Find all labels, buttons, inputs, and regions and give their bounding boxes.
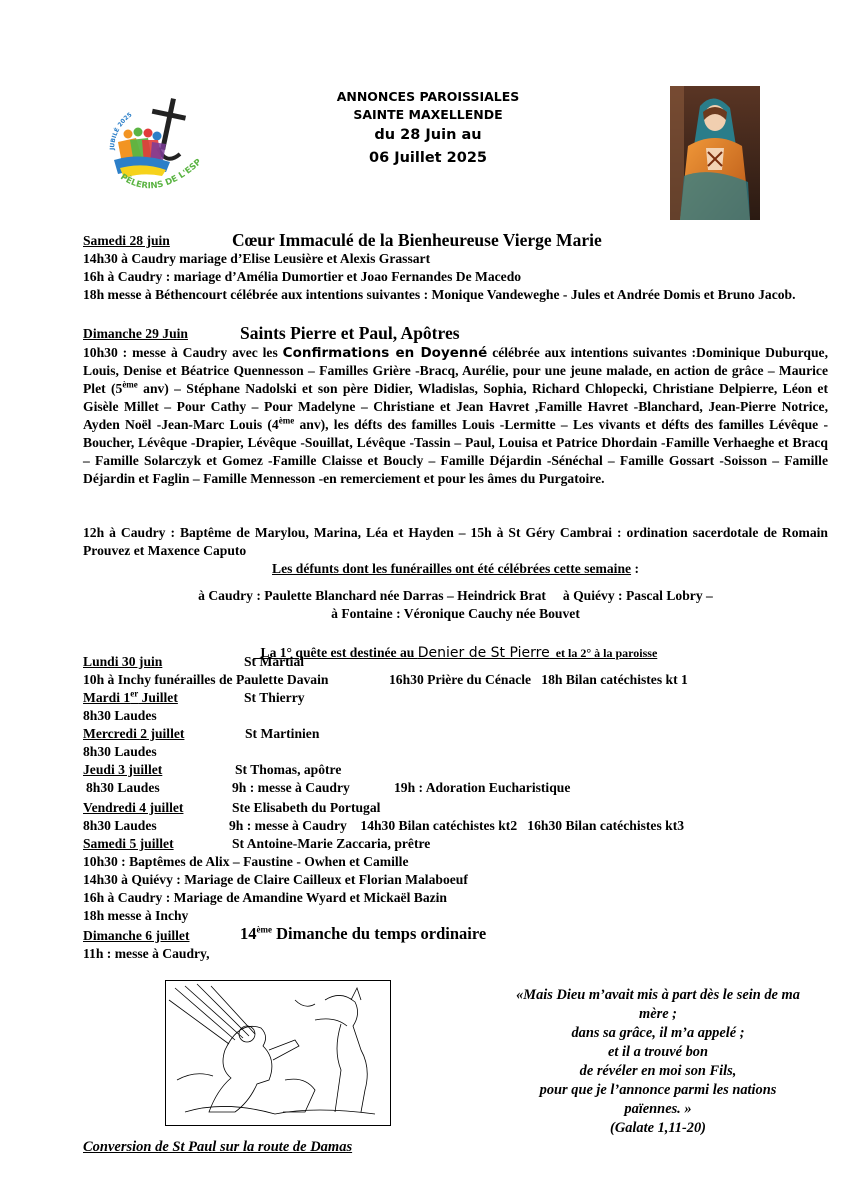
monday-funerals: 10h à Inchy funérailles de Paulette Davain	[83, 672, 329, 687]
funerals-heading	[83, 560, 828, 578]
sunday-29-feast: Saints Pierre et Paul, Apôtres	[240, 323, 460, 343]
friday-saint: Ste Elisabeth du Portugal	[232, 800, 381, 815]
quote-line-7: païennes. »	[624, 1101, 692, 1117]
sunday-29-heading-row	[83, 323, 460, 343]
saturday-28-line-2: 16h à Caudry : mariage d’Amélia Dumortier et Joao Fernandes De Macedo	[83, 269, 522, 284]
sunday-29-intentions	[83, 344, 828, 488]
quete-line	[83, 626, 828, 662]
confirmations-text: Confirmations en Doyenné	[282, 345, 488, 361]
quote-line-1: «Mais Dieu m’avait mis à part dès le sein de ma	[516, 987, 800, 1003]
virgin-mary-statue-image	[670, 86, 760, 220]
sunday-intentions-part-e: anv), les défts des familles Louis -Lermitte – Les vivants et défts des familles Lévêque -Boucher, Lévêque -Drapier, Lévêque -Souillat, Lévêque -Tassin – Paul, Louisa et Patrice Dhordain -Famille Verhaeghe et Bracq – Famille Solarczyk et Gomez -Famille Claisse et Boucly – Famille Déjardin -Sénéchal – Famille Gossart -Soisson – Famille Déjardin et Faglin – Famille Mennesson -en remerciement et pour les âmes du Purgatoire.	[83, 417, 829, 486]
sup-4eme: ème	[278, 415, 295, 426]
monday-cenacle: 16h30 Prière du Cénacle 18h Bilan catéchistes kt 1	[389, 672, 688, 687]
funerals-line-2: à Fontaine : Véronique Cauchy née Bouvet	[331, 606, 580, 621]
scripture-quote	[478, 986, 838, 1138]
friday-row	[83, 799, 381, 817]
monday-saint: St Martial	[244, 654, 305, 669]
title-line-1: ANNONCES PAROISSIALES	[336, 89, 520, 104]
logo-bottom-text: PÈLERINS DE L'ESP	[118, 157, 204, 192]
saturday-28-line-1: 14h30 à Caudry mariage d’Elise Leusière et Alexis Grassart	[83, 251, 431, 266]
saturday-5-line-1: 10h30 : Baptêmes de Alix – Faustine - Owhen et Camille	[83, 854, 409, 869]
date-line-1: du 28 Juin au	[374, 127, 482, 143]
saturday-5-line-4: 18h messe à Inchy	[83, 908, 189, 923]
tuesday-line-1: 8h30 Laudes	[83, 708, 157, 723]
tuesday-saint: St Thierry	[244, 690, 305, 705]
sunday-intentions-part-c: célébrée aux intentions suivantes :Dominique Duburque, Louis, Denise et Béatrice Quennesson – Familles Grière -Bracq, Aurélie, pour une jeune malade, en action de grâce – Maurice Plet (5	[83, 345, 828, 396]
tuesday-row	[83, 688, 305, 707]
sunday-6-date: Dimanche 6 juillet	[83, 928, 190, 943]
quote-line-6: pour que je l’annonce parmi les nations	[539, 1082, 777, 1098]
sunday-intentions-part-d: anv) – Stéphane Nadolski et son père Didier, Wladislas, Sophia, Richard Chlopecki, Christiane Delpierre, Léon et Gisèle Millet – Pour Cathy – Pour Madelyne – Christiane et Jean Havret ,Famille Havret -Blanchard, Jean-Pierre Notrice, Ayden Noël -Jean-Marc Louis (4	[83, 381, 828, 432]
saturday-5-line-3: 16h à Caudry : Mariage de Amandine Wyard et Mickaël Bazin	[83, 890, 447, 905]
thursday-row	[83, 761, 342, 779]
quete-part-a: La 1° quête est destinée au	[260, 645, 418, 660]
thursday-saint: St Thomas, apôtre	[235, 762, 342, 777]
quote-line-5: de révéler en moi son Fils,	[579, 1063, 737, 1079]
saturday-5-row	[83, 835, 431, 853]
wednesday-row	[83, 725, 320, 743]
saturday-5-saint: St Antoine-Marie Zaccaria, prêtre	[232, 836, 431, 851]
sunday-6-line-1: 11h : messe à Caudry,	[83, 946, 210, 961]
saturday-28-line-3: 18h messe à Béthencourt célébrée aux intentions suivantes : Monique Vandeweghe - Jules et Andrée Domis et Bruno Jacob.	[83, 287, 796, 302]
logo-arc-text: JUBILÉ 2025	[108, 111, 134, 151]
funerals-heading-colon: :	[631, 561, 639, 576]
thursday-adoration: 19h : Adoration Eucharistique	[394, 780, 571, 795]
monday-date: Lundi 30 juin	[83, 654, 163, 669]
title-line-2: SAINTE MAXELLENDE	[353, 107, 503, 122]
sunday-6-feast: 14ème Dimanche du temps ordinaire	[240, 924, 487, 943]
friday-mass: 9h : messe à Caudry 14h30 Bilan catéchistes kt2 16h30 Bilan catéchistes kt3	[229, 818, 685, 833]
saturday-28-feast: Cœur Immaculé de la Bienheureuse Vierge Marie	[232, 230, 602, 250]
funerals-line-1: à Caudry : Paulette Blanchard née Darras – Heindrick Brat à Quiévy : Pascal Lobry –	[198, 588, 713, 603]
quote-reference: (Galate 1,11-20)	[610, 1120, 706, 1136]
denier-st-pierre: Denier de St Pierre	[417, 645, 550, 661]
friday-laudes: 8h30 Laudes	[83, 818, 157, 833]
sunday-intentions-part-a: 10h30 : messe à Caudry avec les	[83, 345, 283, 360]
quete-part-c: et la 2° à la paroisse	[549, 646, 658, 660]
wednesday-saint: St Martinien	[245, 726, 320, 741]
saturday-5-line-2: 14h30 à Quiévy : Mariage de Claire Cailleux et Florian Malaboeuf	[83, 872, 468, 887]
saturday-28-heading-row	[83, 230, 602, 250]
tuesday-date: Mardi 1er Juillet	[83, 688, 178, 705]
header	[300, 88, 556, 170]
sunday-6-row	[83, 924, 487, 945]
friday-line-1	[83, 817, 685, 835]
thursday-date: Jeudi 3 juillet	[83, 762, 163, 777]
saturday-28-date: Samedi 28 juin	[83, 233, 170, 248]
quote-line-3: dans sa grâce, il m’a appelé ;	[571, 1025, 745, 1041]
conversion-st-paul-drawing	[165, 980, 391, 1126]
quote-line-2: mère ;	[639, 1006, 677, 1022]
monday-row	[83, 653, 305, 671]
sunday-29-afternoon: 12h à Caudry : Baptême de Marylou, Marina, Léa et Hayden – 15h à St Géry Cambrai : ordination sacerdotale de Romain Prouvez et Maxence Caputo	[83, 525, 828, 558]
thursday-line-1	[86, 779, 571, 797]
thursday-laudes: 8h30 Laudes	[86, 780, 160, 795]
illustration-caption: Conversion de St Paul sur la route de Damas	[83, 1139, 353, 1155]
saturday-5-date: Samedi 5 juillet	[83, 836, 174, 851]
jubilee-logo	[100, 92, 212, 204]
thursday-mass: 9h : messe à Caudry	[232, 780, 350, 795]
date-line-2: 06 Juillet 2025	[368, 150, 488, 166]
wednesday-line-1: 8h30 Laudes	[83, 744, 157, 759]
quote-line-4: et il a trouvé bon	[608, 1044, 708, 1060]
wednesday-date: Mercredi 2 juillet	[83, 726, 185, 741]
monday-line-1	[83, 671, 688, 689]
sup-5eme: ème	[122, 379, 138, 390]
sunday-29-date: Dimanche 29 Juin	[83, 326, 188, 341]
funerals-heading-text: Les défunts dont les funérailles ont été célébrées cette semaine	[272, 561, 632, 576]
friday-date: Vendredi 4 juillet	[83, 800, 184, 815]
